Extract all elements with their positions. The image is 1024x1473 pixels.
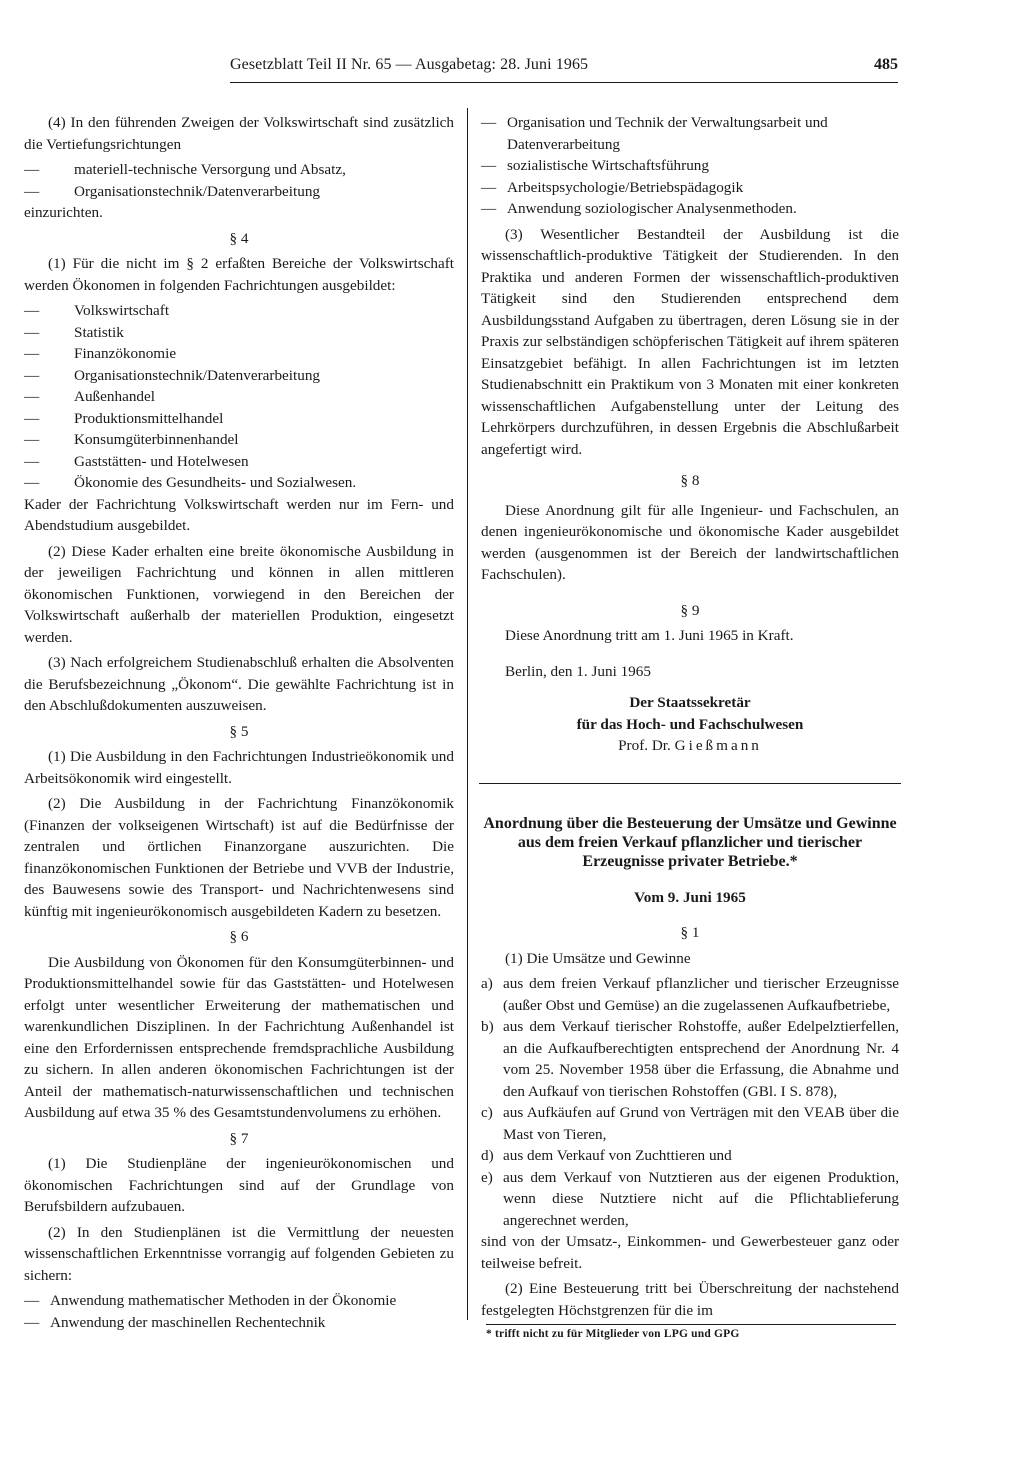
signature-title-line-2: für das Hoch- und Fachschulwesen [576,715,804,733]
list-item: — Anwendung mathematischer Methoden in der Ökonomie [24,1290,454,1312]
paragraph-n1-2: (2) Eine Besteuerung tritt bei Überschreitung der nachstehend festgelegten Höchstgrenzen für die im [481,1280,899,1319]
signature-name-line [481,735,899,757]
list-item: — Anwendung der maschinellen Rechentechnik [24,1312,454,1334]
list-item: b) aus dem Verkauf tierischer Rohstoffe, außer Edelpelztierfellen, an die Aufkaufberechtigten entsprechend der Anordnung Nr. 4 vom 25. November 1958 über die Erfassung, die Abnahme und den Aufkauf von tierischen Rohstoffen (GBl. I S. 878), [481,1018,899,1100]
list-item: e) aus dem Verkauf von Nutztieren aus der eigenen Produktion, wenn diese Nutztiere nicht auf die Pflichtablieferung angerechnet werden, [481,1168,899,1229]
paragraph-s5-1: (1) Die Ausbildung in den Fachrichtungen Industrieökonomik und Arbeitsökonomik wird eingestellt. [24,748,454,787]
paragraph-n1-1-end: sind von der Umsatz-, Einkommen- und Gewerbesteuer ganz oder teilweise befreit. [481,1233,899,1272]
list-item: — Ökonomie des Gesundheits- und Sozialwesen. [24,472,454,494]
ordinance-date: Vom 9. Juni 1965 [634,888,746,906]
footnote: * trifft nicht zu für Mitglieder von LPG und GPG [486,1324,896,1340]
section-divider [479,783,901,784]
section-heading-new-1: § 1 [680,924,700,941]
list-item: — Produktionsmittelhandel [24,408,454,430]
paragraph-s9: Diese Anordnung tritt am 1. Juni 1965 in Kraft. [505,627,794,644]
list-item: — Finanzökonomie [24,343,454,365]
list-item: a) aus dem freien Verkauf pflanzlicher und tierischer Erzeugnisse (außer Obst und Gemüse) an die zugelassenen Aufkaufbetriebe, [481,975,899,1014]
signature-prefix: Prof. Dr. [618,737,671,754]
list-s3-4 [24,159,454,202]
paragraph-s7-1: (1) Die Studienpläne der ingenieurökonomischen und ökonomischen Fachrichtungen sind auf der Grundlage von Berufsbildern aufzubauen. [24,1155,454,1215]
list-item: — Organisationstechnik/Datenverarbeitung [24,181,454,203]
paragraph-s7-2-intro: (2) In den Studienplänen ist die Vermittlung der neuesten wissenschaftlichen Erkenntnisse vorrangig auf folgenden Gebieten zu sichern: [24,1223,454,1284]
list-item: — Arbeitspsychologie/Betriebspädagogik [481,177,899,199]
column-divider [467,108,468,1320]
section-heading-8: § 8 [680,472,700,489]
list-item: — Gaststätten- und Hotelwesen [24,451,454,473]
section-heading-6: § 6 [229,928,249,945]
list-s4-fachrichtungen [24,300,454,494]
list-item: — Volkswirtschaft [24,300,454,322]
paragraph-s4-3: (3) Nach erfolgreichem Studienabschluß erhalten die Absolventen die Berufsbezeichnung „Ökonom“. Die gewählte Fachrichtung ist in den Abschlußdokumenten auszuweisen. [24,654,454,714]
section-heading-5: § 5 [229,722,249,740]
section-heading-4: § 4 [229,229,249,247]
paragraph-s4-2: (2) Diese Kader erhalten eine breite ökonomische Ausbildung in der jeweiligen Fachrichtung und können in allen mittleren ökonomischen Funktionen, vorwiegend in den Bereichen der Volkswirtschaft außerhalb der materiellen Produktion, eingesetzt werden. [24,542,454,646]
section-heading-9: § 9 [680,601,700,619]
paragraph-s3-4-end: einzurichten. [24,204,103,221]
section-heading-7: § 7 [229,1129,249,1147]
list-item: d) aus dem Verkauf von Zuchttieren und [481,1147,732,1164]
page-number: 485 [874,56,898,73]
paragraph-s4-1-end: Kader der Fachrichtung Volkswirtschaft werden nur im Fern- und Abendstudium ausgebildet. [24,495,454,534]
paragraph-s7-3: (3) Wesentlicher Bestandteil der Ausbildung ist die wissenschaftlich-produktive Tätigkeit der Studierenden. In den Praktika und anderen Formen der wissenschaftlich-produktiven Tätigkeit sind den Studierenden entsprechend dem Ausbildungsstand Aufgaben zu übertragen, deren Lösung sie in der Praxis zur selbständigen schöpferischen Tätigkeit auf ihrem späteren Einsatzgebiet befähigt. In allen Fachrichtungen ist im letzten Studienabschnitt ein Praktikum von 3 Monaten mit einer konkreten wissenschaftlichen Aufgabenstellung unter der Leitung des Lehrkörpers durchzuführen, in dessen Ergebnis die Abschlußarbeit angefertigt wird. [481,225,899,458]
signature-title-line-1: Der Staatssekretär [629,694,751,711]
list-s7-gebiete-continued [481,112,899,220]
list-item: — Anwendung soziologischer Analysenmethoden. [481,198,899,220]
list-n1-items [481,973,899,1231]
paragraph-s3-4-intro: (4) In den führenden Zweigen der Volkswirtschaft sind zusätzlich die Vertiefungsrichtungen [24,114,454,153]
right-column [481,112,899,1325]
header-title: Gesetzblatt Teil II Nr. 65 — Ausgabetag: 28. Juni 1965 [230,56,589,73]
signature-name: Gießmann [674,737,762,754]
paragraph-s6: Die Ausbildung von Ökonomen für den Konsumgüterbinnen- und Produktionsmittelhandel sowie für das Gaststätten- und Hotelwesen erfolgt unter wesentlicher Erweiterung der mathematischen und warenkundlichen Disziplinen. In der Fachrichtung Außenhandel ist eine den Erfordernissen entsprechende fremdsprachliche Ausbildung zu sichern. In allen anderen ökonomischen Fachrichtungen ist der Anteil der mathematisch-naturwissenschaftlichen und technischen Ausbildung auf etwa 35 % des Gesamtstundenvolumens zu erhöhen. [24,953,454,1121]
list-item: — Konsumgüterbinnenhandel [24,429,454,451]
place-and-date: Berlin, den 1. Juni 1965 [505,662,651,680]
list-item: — sozialistische Wirtschaftsführung [481,155,899,177]
list-item: — Statistik [24,322,454,344]
ordinance-title: Anordnung über die Besteuerung der Umsätze und Gewinne aus dem freien Verkauf pflanzlicher und tierischer Erzeugnisse privater Betriebe.* [483,814,897,870]
list-item: — Organisationstechnik/Datenverarbeitung [24,365,454,387]
paragraph-s5-2: (2) Die Ausbildung in der Fachrichtung Finanzökonomik (Finanzen der volkseigenen Wirtschaft) ist auf die Bedürfnisse der zentralen und örtlichen Finanzorgane auszurichten. Die finanzökonomischen Funktionen der Betriebe und VVB der Industrie, des Bauwesens sowie des Transport- und Nachrichtenwesens sind künftig mit ingenieurökonomisch ausgebildeten Kadern zu besetzen. [24,795,454,920]
list-item: c) aus Aufkäufen auf Grund von Verträgen mit den VEAB über die Mast von Tieren, [481,1104,899,1143]
list-item: — Organisation und Technik der Verwaltungsarbeit und Datenverarbeitung [481,112,899,155]
list-item: — materiell-technische Versorgung und Absatz, [24,159,454,181]
page-header [230,56,898,83]
list-item: — Außenhandel [24,386,454,408]
list-s7-gebiete [24,1290,454,1333]
paragraph-s8: Diese Anordnung gilt für alle Ingenieur- und Fachschulen, an denen ingenieurökonomische und ökonomische Kader ausgebildet werden (ausgenommen ist der Bereich der landwirtschaftlichen Fachschulen). [481,501,899,583]
paragraph-s4-1-intro: (1) Für die nicht im § 2 erfaßten Bereiche der Volkswirtschaft werden Ökonomen in folgenden Fachrichtungen ausgebildet: [24,255,454,294]
left-column [24,112,454,1333]
paragraph-n1-1-intro: (1) Die Umsätze und Gewinne [505,949,691,967]
